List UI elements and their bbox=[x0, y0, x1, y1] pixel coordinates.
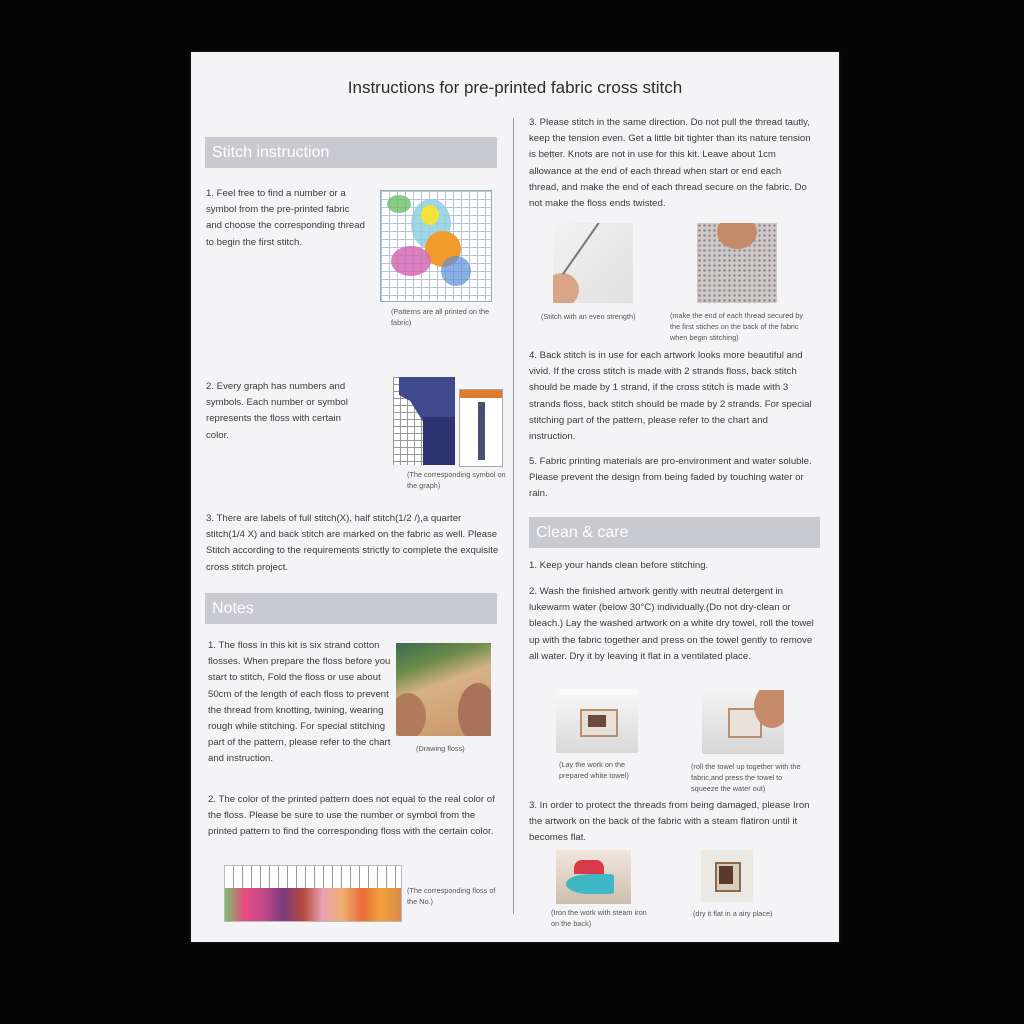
section-heading-notes: Notes bbox=[205, 593, 497, 624]
right-paragraph-4: 4. Back stitch is in use for each artwork looks more beautiful and vivid. If the cross stitch is made with 2 strands floss, back stitch should be made by 1 strand, if the cross stitch is made with 3 strands floss, back stitch should be made by 2 strands. For special stitching part of the pattern, please refer to the chart and instruction. bbox=[529, 350, 812, 443]
clean-paragraph-3: 3. In order to protect the threads from being damaged, please Iron the artwork on the back of the fabric with a steam flatiron until it becomes flat. bbox=[529, 800, 810, 844]
iron-caption: (Iron the work with steam iron on the back) bbox=[551, 908, 647, 928]
right-paragraph-5: 5. Fabric printing materials are pro-environment and water soluble. Please prevent the design from being faded by touching water or rain. bbox=[529, 456, 812, 500]
stitch-paragraph-2: 2. Every graph has numbers and symbols. Each number or symbol represents the floss with certain color. bbox=[206, 381, 348, 441]
drawing-floss-photo bbox=[396, 643, 491, 736]
roll-towel-photo bbox=[702, 690, 784, 754]
symbol-graph-image bbox=[393, 377, 455, 465]
floss-numbers-caption: (The corresponding floss of the No.) bbox=[407, 886, 496, 906]
pattern-fabric-image bbox=[380, 190, 492, 302]
floss-key-table bbox=[459, 389, 503, 467]
notes-paragraph-2: 2. The color of the printed pattern does not equal to the real color of the floss. Please be sure to use the number or symbol from the printed pattern to find the corresponding floss with the certain color. bbox=[208, 794, 495, 838]
pattern-caption: (Patterns are all printed on the fabric) bbox=[391, 307, 490, 327]
section-heading-clean-care: Clean & care bbox=[529, 517, 820, 548]
clean-paragraph-2: 2. Wash the finished artwork gently with neutral detergent in lukewarm water (below 30°C) individually.(Do not dry-clean or bleach.) Lay the washed artwork on a white dry towel, roll the towel up with the fabric together and press on the towel gently to remove all water. Dry it by leaving it flat in a ventilated place. bbox=[529, 586, 814, 662]
secure-thread-caption: (make the end of each thread secured by the first stiches on the back of the fabric when begin stitching) bbox=[670, 311, 804, 342]
instruction-sheet bbox=[191, 52, 839, 942]
section-heading-stitch-instruction: Stitch instruction bbox=[205, 137, 497, 168]
clean-paragraph-1: 1. Keep your hands clean before stitching. bbox=[529, 560, 709, 571]
lay-on-towel-photo bbox=[556, 689, 638, 753]
drawing-floss-caption: (Drawing floss) bbox=[416, 744, 465, 753]
notes-paragraph-1: 1. The floss in this kit is six strand cotton flosses. When prepare the floss before you start to stitch, Fold the floss or use about 50cm of the length of each floss to prevent the thread from knotting, twining, wearing rough while stitching. For special stitching part of the pattern, please refer to the chart and instruction. bbox=[208, 640, 391, 765]
roll-towel-caption: (roll the towel up together with the fabric,and press the towel to squeeze the water out) bbox=[691, 762, 801, 793]
stitch-paragraph-3: 3. There are labels of full stitch(X), half stitch(1/2 /),a quarter stitch(1/4 X) and back stitch are marked on the fabric as well. Please Stitch according to the requirements strictly to complete the exquisite cross stitch project. bbox=[206, 513, 499, 573]
floss-numbers-image bbox=[224, 865, 402, 922]
dry-flat-caption: (dry it flat in a airy place) bbox=[693, 909, 773, 918]
right-paragraph-3: 3. Please stitch in the same direction. Do not pull the thread tautly, keep the tension even. Get a little bit tighter than its nature tension is better. Knots are not in use for this kit. Leave about 1cm allowance at the end of each thread when start or end each thread, and make the end of each thread secure on the fabric. Do not make the floss ends twisted. bbox=[529, 117, 811, 210]
even-strength-photo bbox=[553, 223, 633, 303]
column-divider bbox=[513, 118, 514, 914]
page-title: Instructions for pre-printed fabric cross stitch bbox=[347, 78, 683, 97]
even-strength-caption: (Stitch with an even strength) bbox=[541, 312, 636, 321]
symbol-caption: (The corresponding symbol on the graph) bbox=[407, 470, 506, 490]
lay-on-towel-caption: (Lay the work on the prepared white towel) bbox=[559, 760, 629, 780]
iron-photo bbox=[556, 850, 631, 904]
secure-thread-photo bbox=[697, 223, 777, 303]
stitch-paragraph-1: 1. Feel free to find a number or a symbol from the pre-printed fabric and choose the corresponding thread to begin the first stitch. bbox=[206, 188, 365, 248]
dry-flat-photo bbox=[701, 850, 753, 902]
